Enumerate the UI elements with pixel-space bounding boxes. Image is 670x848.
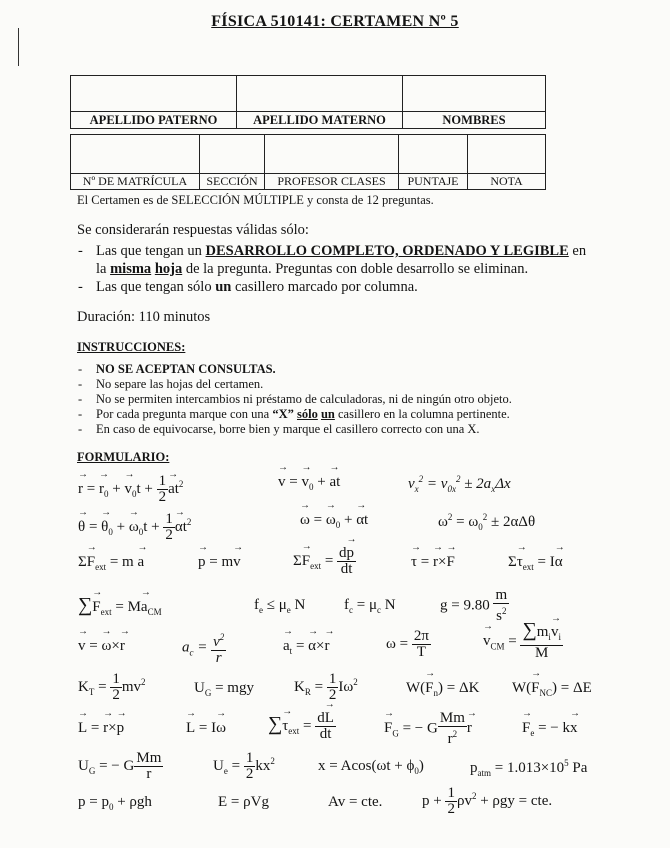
torque-formula: → τ = → r×→ F — [411, 554, 455, 571]
profesor-field[interactable] — [265, 135, 399, 174]
student-info-table — [70, 134, 546, 190]
instruction-item: - No separe las hojas del certamen. — [78, 377, 264, 391]
bernoulli-formula: p + $\frac{1}{2}$ $\rho v^2 + \rho gy$ = cte. — [422, 785, 553, 817]
gravitational-potential-energy-formula: $U_G$ = mgy — [194, 680, 254, 698]
atmospheric-pressure-formula: $p_{atm} = 1.013\times 10^5$ Pa — [470, 758, 588, 778]
buoyancy-formula: E = ρVg — [218, 794, 269, 810]
centripetal-acceleration-formula: $a_c$ = $\frac{v^2}{r}$ — [182, 632, 225, 666]
instruction-item: - En caso de equivocarse, borre bien y marque el casillero correcto con una X. — [78, 422, 480, 436]
nota-field[interactable] — [468, 135, 546, 174]
angular-frequency-formula: ω = $\frac{2\pi}{T}$ — [386, 628, 429, 660]
newton-second-law-formula: $\Sigma\to F_{ext} = m \to a$ — [78, 554, 144, 572]
torque-angular-momentum-formula: ∑→ $\tau_{ext}$ = $\frac{d\to L}{dt}$ — [268, 711, 336, 742]
intro-text: El Certamen es de SELECCIÓN MÚLTIPLE y consta de 12 preguntas. — [77, 193, 434, 207]
hydrostatic-pressure-formula: $p = p_0 + \rho gh$ — [78, 794, 152, 812]
matricula-label: Nº DE MATRÍCULA — [71, 174, 200, 190]
nonconservative-work-formula: $W(\to F_{NC}) = \Delta E$ — [512, 680, 592, 698]
matricula-field[interactable] — [71, 135, 200, 174]
angular-momentum-formula: → L = → r×→ p — [78, 720, 124, 737]
angular-torricelli-formula: $\omega^2 = \omega_0^2 \pm 2\alpha\Delta\theta$ — [438, 512, 536, 532]
gravitational-potential-formula: $U_G$ = − G $\frac{Mm}{r}$ — [78, 750, 162, 782]
instruction-item: - NO SE ACEPTAN CONSULTAS. — [78, 362, 276, 376]
gravitational-force-formula: → $F_G$ = − G $\frac{Mm}{r^2}$ → r — [384, 711, 472, 747]
instructions-list — [78, 362, 566, 437]
instructions-heading: INSTRUCCIONES: — [77, 340, 186, 354]
elastic-potential-energy-formula: $U_e$ = $\frac{1}{2}$ $kx^2$ — [213, 750, 275, 782]
simple-harmonic-motion-formula: $x = Acos(\omega t + \phi_0)$ — [318, 758, 424, 776]
formula-sheet — [78, 466, 648, 836]
torricelli-formula: $v_x^2 = v_{0x}^2 \pm 2a_x\Delta x$ — [408, 474, 511, 494]
apellido-materno-label: APELLIDO MATERNO — [237, 112, 403, 129]
puntaje-field[interactable] — [399, 135, 468, 174]
angular-momentum-inertia-formula: → L = I→ ω — [186, 720, 226, 737]
velocity-center-of-mass-formula: → $v_{CM}$ = $\frac{\sum m_i\to v_i}{M}$ — [483, 623, 563, 661]
momentum-formula: → p = m→ v — [198, 554, 241, 571]
tangential-velocity-formula: → v = → ω×→ r — [78, 638, 125, 655]
valid-heading: Se considerarán respuestas válidas sólo: — [77, 222, 309, 238]
rotational-kinetic-energy-formula: $K_R$ = $\frac{1}{2}$ $I\omega^2$ — [294, 671, 358, 703]
kinematics-velocity-formula: → v = → $v_0$ + → at — [278, 474, 340, 492]
valid-bullet-2: - Las que tengan sólo un casillero marcado por columna. — [78, 279, 418, 295]
valid-bullet-1: - Las que tengan un DESARROLLO COMPLETO, ORDENADO Y LEGIBLE en — [78, 243, 587, 259]
angular-velocity-formula: → ω = → $\omega_0$ + → αt — [300, 512, 368, 530]
instruction-item: - Por cada pregunta marque con una “X” sólo un casillero en la columna pertinente. — [78, 407, 510, 421]
nombres-label: NOMBRES — [403, 112, 546, 129]
apellido-paterno-label: APELLIDO PATERNO — [71, 112, 237, 129]
gravity-formula: g = 9.80 $\frac{m}{s^2}$ — [440, 587, 508, 624]
center-of-mass-force-formula: ∑→ $F_{ext} = M\to a_{CM}$ — [78, 594, 162, 617]
puntaje-label: PUNTAJE — [399, 174, 468, 190]
instruction-item: - No se permiten intercambios ni préstamo de calculadoras, ni de ningún otro objeto. — [78, 392, 512, 406]
translational-kinetic-energy-formula: $K_T$ = $\frac{1}{2}$ $mv^2$ — [78, 671, 146, 703]
formulario-heading: FORMULARIO: — [77, 450, 170, 464]
seccion-label: SECCIÓN — [200, 174, 265, 190]
student-name-table — [70, 75, 546, 129]
impulse-formula: $\Sigma\to F_{ext}$ = $\frac{d\to p}{dt}$ — [293, 546, 356, 577]
kinematics-position-formula: → r = → $r_0$ + → $v_0t$ + $\frac{1}{2}$ → $at^2$ — [78, 474, 183, 505]
apellido-paterno-field[interactable] — [71, 76, 237, 112]
tangential-acceleration-formula: → $a_t$ = → α×→ r — [283, 638, 329, 656]
margin-mark — [18, 28, 19, 66]
profesor-label: PROFESOR CLASES — [265, 174, 399, 190]
work-energy-theorem-formula: $W(\to F_n) = \Delta K$ — [406, 680, 479, 698]
nota-label: NOTA — [468, 174, 546, 190]
duration-text: Duración: 110 minutos — [77, 309, 211, 325]
kinetic-friction-formula: $f_c = \mu_c$ N — [344, 597, 396, 615]
rotational-newton-formula: $\Sigma\to \tau_{ext} = I\to \alpha$ — [508, 554, 563, 572]
elastic-force-formula: → $F_e$ = − k→ x — [522, 720, 578, 738]
nombres-field[interactable] — [403, 76, 546, 112]
apellido-materno-field[interactable] — [237, 76, 403, 112]
static-friction-formula: $f_e \le \mu_e$ N — [254, 597, 306, 615]
seccion-field[interactable] — [200, 135, 265, 174]
continuity-formula: Av = cte. — [328, 794, 383, 810]
page-title: FÍSICA 510141: CERTAMEN Nº 5 — [211, 13, 459, 30]
valid-bullet-1-cont: la misma hoja de la pregunta. Preguntas con doble desarrollo se eliminan. — [96, 261, 529, 277]
angular-position-formula: → θ = → $\theta_0$ + → $\omega_0t$ + $\frac{1}{2}$ → $\alpha t^2$ — [78, 512, 191, 543]
